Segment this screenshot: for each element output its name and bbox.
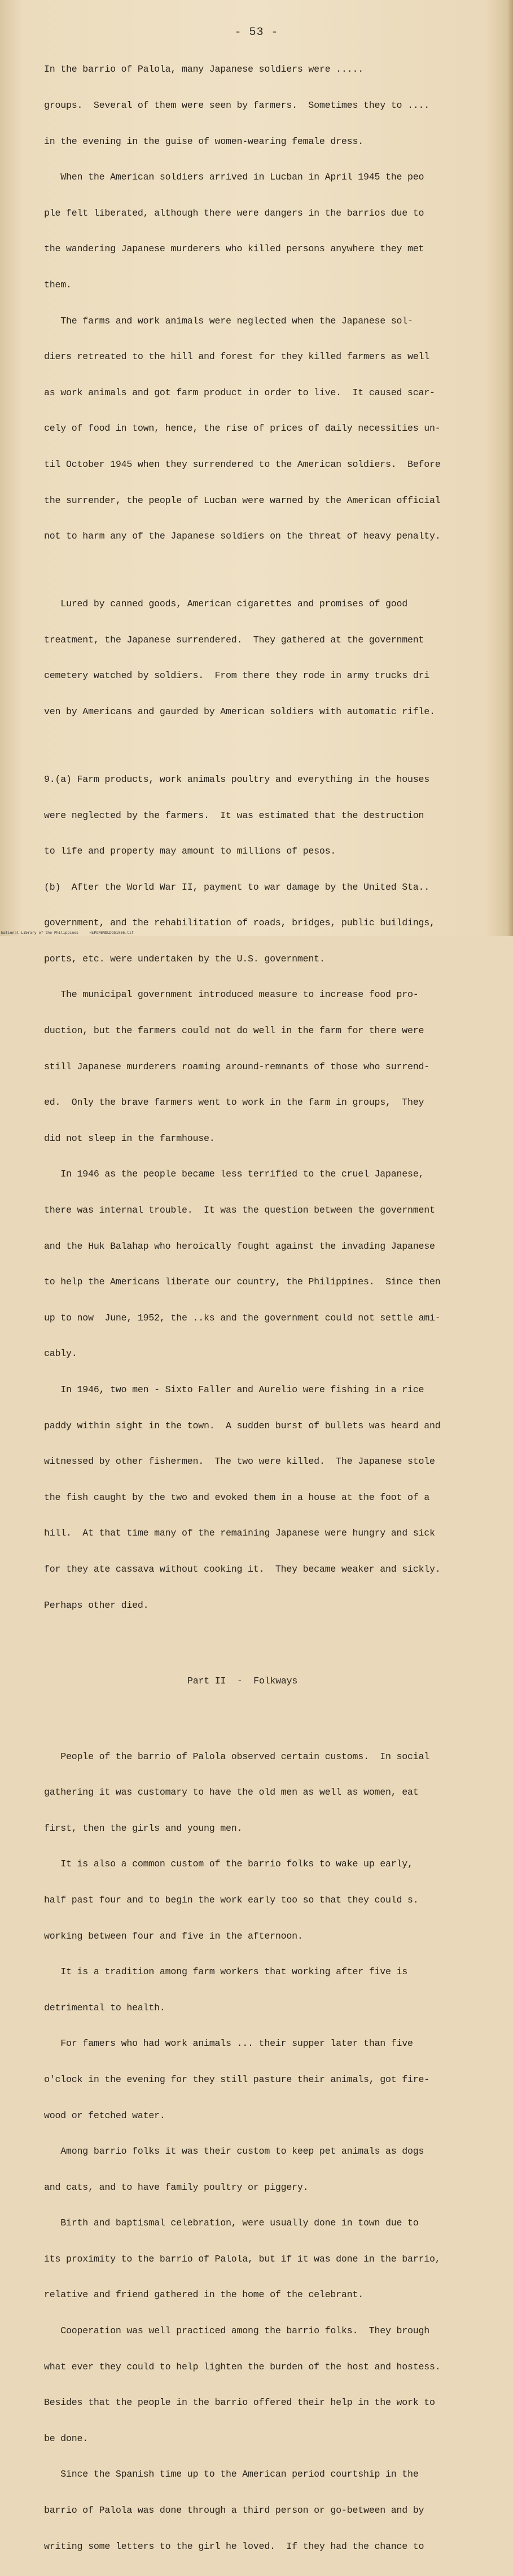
text-line: Since the Spanish time up to the American period courtship in the bbox=[44, 2469, 419, 2480]
text-line: When the American soldiers arrived in Lucban in April 1945 the peo bbox=[44, 172, 424, 183]
text-line: Among barrio folks it was their custom to keep pet animals as dogs bbox=[44, 2146, 424, 2157]
text-line: ple felt liberated, although there were dangers in the barrios due to bbox=[44, 207, 424, 218]
text-line: government, and the rehabilitation of roads, bridges, public buildings, bbox=[44, 917, 435, 929]
text-line: ports, etc. were undertaken by the U.S. government. bbox=[44, 953, 325, 964]
text-line: not to harm any of the Japanese soldiers on the threat of heavy penalty. bbox=[44, 531, 441, 542]
text-line: groups. Several of them were seen by farmers. Sometimes they to .... bbox=[44, 100, 430, 111]
text-line: diers retreated to the hill and forest for they killed farmers as well bbox=[44, 351, 430, 362]
body-text bbox=[44, 40, 496, 2576]
text-line: what ever they could to help lighten the burden of the host and hostess. bbox=[44, 2361, 441, 2372]
text-line: For famers who had work animals ... their supper later than five bbox=[44, 2038, 413, 2049]
text-line: the wandering Japanese murderers who killed persons anywhere they met bbox=[44, 243, 424, 255]
text-line: cemetery watched by soldiers. From there they rode in army trucks dri bbox=[44, 670, 430, 681]
text-line: It is also a common custom of the barrio folks to wake up early, bbox=[44, 1858, 413, 1870]
text-line: cely of food in town, hence, the rise of prices of daily necessities un- bbox=[44, 423, 441, 434]
text-line: and cats, and to have family poultry or piggery. bbox=[44, 2181, 309, 2193]
text-line: its proximity to the barrio of Palola, but if it was done in the barrio, bbox=[44, 2253, 441, 2264]
text-line: (b) After the World War II, payment to war damage by the United Sta.. bbox=[44, 881, 430, 893]
archive-footer: National Library of the Philippines HLPOFBNDLDQ51056.tif bbox=[1, 930, 134, 935]
text-line: gathering it was customary to have the old men as well as women, eat bbox=[44, 1787, 419, 1798]
text-line: Lured by canned goods, American cigarettes and promises of good bbox=[44, 598, 408, 610]
text-line: were neglected by the farmers. It was estimated that the destruction bbox=[44, 810, 424, 821]
section-heading: Part II - Folkways bbox=[187, 1675, 298, 1686]
text-line: there was internal trouble. It was the question between the government bbox=[44, 1205, 435, 1216]
text-line: Cooperation was well practiced among the barrio folks. They brough bbox=[44, 2325, 430, 2337]
text-line: in the evening in the guise of women-wearing female dress. bbox=[44, 135, 363, 147]
text-line: In 1946, two men - Sixto Faller and Aurelio were fishing in a rice bbox=[44, 1384, 424, 1395]
text-line: working between four and five in the afternoon. bbox=[44, 1930, 303, 1941]
text-line: hill. At that time many of the remaining Japanese were hungry and sick bbox=[44, 1528, 435, 1539]
text-line: The municipal government introduced measure to increase food pro- bbox=[44, 989, 419, 1000]
text-line: them. bbox=[44, 279, 72, 290]
text-line: cably. bbox=[44, 1348, 77, 1359]
text-line: Birth and baptismal celebration, were usually done in town due to bbox=[44, 2218, 419, 2229]
paragraph-gap bbox=[44, 742, 496, 750]
text-line: to life and property may amount to millions of pesos. bbox=[44, 846, 336, 857]
text-line: up to now June, 1952, the ..ks and the government could not settle ami- bbox=[44, 1312, 441, 1323]
page-edge-shadow bbox=[507, 0, 513, 936]
section-gap bbox=[44, 1635, 496, 1651]
text-line: barrio of Palola was done through a third person or go-between and by bbox=[44, 2505, 424, 2516]
text-line: o'clock in the evening for they still pasture their animals, got fire- bbox=[44, 2074, 430, 2085]
section-gap bbox=[44, 1711, 496, 1726]
text-line: treatment, the Japanese surrendered. They gathered at the government bbox=[44, 634, 424, 645]
text-line: ven by Americans and gaurded by American soldiers with automatic rifle. bbox=[44, 706, 435, 717]
text-line: did not sleep in the farmhouse. bbox=[44, 1132, 215, 1144]
text-line: first, then the girls and young men. bbox=[44, 1822, 243, 1834]
text-line: be done. bbox=[44, 2433, 89, 2444]
text-line: relative and friend gathered in the home of the celebrant. bbox=[44, 2289, 363, 2301]
text-line: In 1946 as the people became less terrified to the cruel Japanese, bbox=[44, 1169, 424, 1180]
text-line: Besides that the people in the barrio offered their help in the work to bbox=[44, 2397, 435, 2408]
page-number: - 53 - bbox=[234, 26, 279, 39]
text-line: as work animals and got farm product in order to live. It caused scar- bbox=[44, 387, 435, 398]
text-line: detrimental to health. bbox=[44, 2002, 165, 2013]
text-line: and the Huk Balahap who heroically fought against the invading Japanese bbox=[44, 1240, 435, 1252]
text-line: It is a tradition among farm workers that working after five is bbox=[44, 1966, 408, 1978]
text-line: 9.(a) Farm products, work animals poultry and everything in the houses bbox=[44, 773, 430, 785]
paragraph-gap bbox=[44, 566, 496, 574]
text-line: still Japanese murderers roaming around-remnants of those who surrend- bbox=[44, 1061, 430, 1072]
text-line: The farms and work animals were neglected when the Japanese sol- bbox=[44, 315, 413, 326]
text-line: paddy within sight in the town. A sudden burst of bullets was heard and bbox=[44, 1420, 441, 1431]
text-line: til October 1945 when they surrendered to the American soldiers. Before bbox=[44, 458, 441, 470]
text-line: People of the barrio of Palola observed certain customs. In social bbox=[44, 1751, 430, 1762]
text-line: wood or fetched water. bbox=[44, 2110, 165, 2121]
text-line: to help the Americans liberate our country, the Philippines. Since then bbox=[44, 1276, 441, 1288]
text-line: writing some letters to the girl he loved. If they had the chance to bbox=[44, 2540, 424, 2552]
text-line: Perhaps other died. bbox=[44, 1599, 149, 1611]
text-line: the surrender, the people of Lucban were warned by the American official bbox=[44, 495, 441, 506]
text-line: duction, but the farmers could not do well in the farm for there were bbox=[44, 1025, 424, 1036]
text-line: witnessed by other fishermen. The two were killed. The Japanese stole bbox=[44, 1456, 435, 1467]
text-line: the fish caught by the two and evoked them in a house at the foot of a bbox=[44, 1492, 430, 1503]
text-line: half past four and to begin the work early too so that they could s. bbox=[44, 1894, 419, 1905]
text-line: for they ate cassava without cooking it. They became weaker and sickly. bbox=[44, 1563, 441, 1575]
text-line: ed. Only the brave farmers went to work in the farm in groups, They bbox=[44, 1097, 424, 1108]
text-line: In the barrio of Palola, many Japanese soldiers were ..... bbox=[44, 64, 363, 75]
